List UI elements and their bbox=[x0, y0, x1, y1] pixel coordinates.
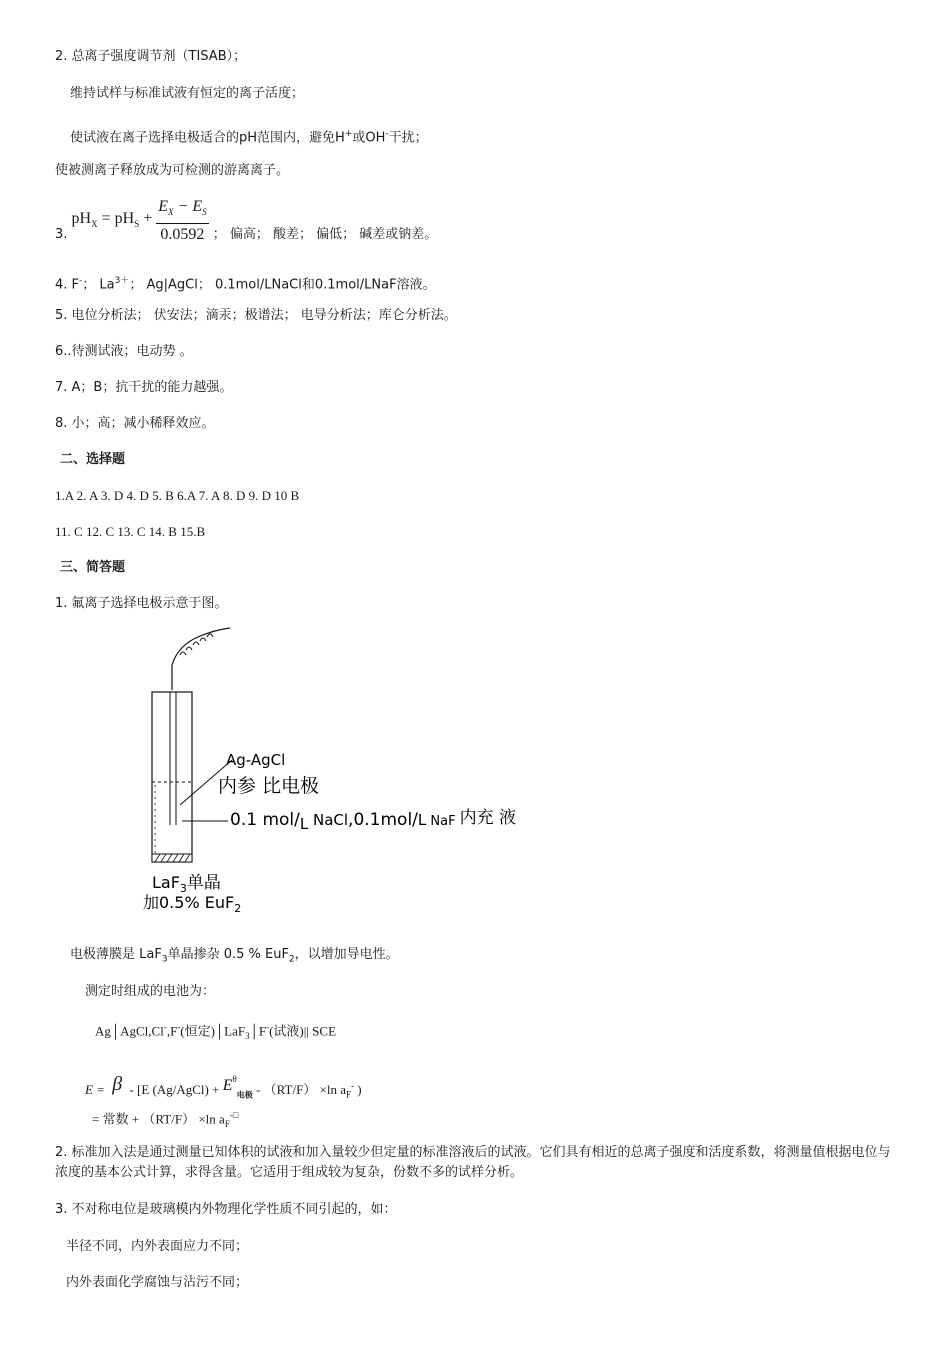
sub: 电极 bbox=[236, 1090, 253, 1100]
label-internal-reference: 内参 比电极 bbox=[218, 775, 320, 797]
answer-6: 6..待测试液；电动势 。 bbox=[55, 344, 193, 359]
sub: S bbox=[134, 218, 140, 229]
question-1-potential-equation bbox=[85, 1066, 362, 1109]
text: 使试液在离子选择电极适合的pH范围内，避免H bbox=[70, 130, 345, 146]
question-2-answer: 2. 标准加入法是通过测量已知体积的试液和加入量较少但定量的标准溶液后的试液。它们具有相近的总离子强度和活度系数，将测量值根据电位与浓度的基本公式计算，求得含量。它适用于组成较为复杂，份数不多的试样分析。 bbox=[55, 1145, 891, 1180]
text: - [E (Ag/AgCl) + bbox=[126, 1082, 223, 1097]
text: ,F bbox=[166, 1023, 178, 1039]
choice-answers-2: 11. C 12. C 13. C 14. B 15.B bbox=[55, 524, 206, 539]
text: 加0.5% EuF bbox=[143, 893, 235, 912]
text: 单晶 bbox=[186, 873, 221, 893]
sub: X bbox=[168, 207, 174, 218]
label-ag-agcl: Ag-AgCl bbox=[226, 751, 286, 769]
text: ,0.1mol/ bbox=[348, 810, 418, 830]
sup: - bbox=[385, 129, 389, 139]
sup: + bbox=[344, 129, 353, 139]
text: 2 bbox=[234, 902, 242, 915]
sup: -□ bbox=[229, 1110, 239, 1120]
text: ； La bbox=[82, 277, 115, 293]
sub: X bbox=[91, 218, 98, 229]
sup: θ bbox=[232, 1074, 237, 1084]
text: 单晶掺杂 0.5 % EuF bbox=[167, 947, 289, 962]
answer-8: 8. 小；高；减小稀释效应。 bbox=[55, 416, 215, 431]
fraction bbox=[156, 196, 208, 246]
question-3-point-1: 半径不同，内外表面应力不同； bbox=[66, 1239, 249, 1254]
numerator bbox=[156, 196, 208, 224]
question-1-cell-notation bbox=[95, 1018, 336, 1045]
text: NaCl bbox=[308, 811, 349, 829]
item-number: 3. bbox=[55, 227, 68, 243]
sub: 3 bbox=[245, 1030, 250, 1041]
text: 0.1 mol/ bbox=[230, 810, 300, 830]
text: = pH bbox=[97, 209, 135, 227]
label-euf2-dopant bbox=[143, 893, 241, 915]
text: - （RT/F） ×ln a bbox=[252, 1082, 347, 1097]
text: 内充 液 bbox=[459, 808, 516, 828]
text: 干扰； bbox=[388, 130, 428, 146]
sup: - bbox=[163, 1022, 167, 1032]
answer-2-title: 2. 总离子强度调节剂（TISAB）； bbox=[55, 49, 247, 64]
sub: 2 bbox=[288, 954, 295, 965]
fluoride-electrode-diagram bbox=[0, 620, 600, 920]
text: pH bbox=[71, 209, 92, 227]
text: − E bbox=[173, 198, 203, 215]
label-laf3-crystal bbox=[152, 873, 221, 895]
label-filling-solution bbox=[230, 808, 516, 833]
question-3-title: 3. 不对称电位是玻璃模内外物理化学性质不同引起的，如： bbox=[55, 1202, 397, 1217]
text: ； Ag|AgCl； 0.1mol/LNaCl和0.1mol/LNaF溶液。 bbox=[129, 277, 436, 293]
section-choice-title: 二、选择题 bbox=[60, 452, 126, 467]
text: (试液)|| SCE bbox=[269, 1023, 337, 1039]
electrode-body bbox=[152, 692, 192, 862]
question-1-title: 1. 氟离子选择电极示意于图。 bbox=[55, 596, 228, 611]
question-3-point-2: 内外表面化学腐蚀与沾污不同； bbox=[66, 1275, 249, 1290]
answer-4 bbox=[55, 272, 436, 294]
text: E bbox=[158, 198, 169, 215]
sub: S bbox=[202, 207, 207, 218]
text: ，以增加导电性。 bbox=[294, 947, 399, 962]
text: + bbox=[139, 209, 157, 227]
ph-formula bbox=[72, 210, 157, 227]
text: 电极薄膜是 LaF bbox=[70, 947, 162, 962]
text: = 常数 + （RT/F） ×ln a bbox=[92, 1111, 225, 1127]
sub: F bbox=[346, 1089, 352, 1100]
text: L bbox=[299, 815, 309, 833]
answer-2-line-1: 维持试样与标准试液有恒定的离子活度； bbox=[70, 86, 305, 101]
text: Ag│AgCl,Cl bbox=[95, 1023, 164, 1039]
sup: 3＋ bbox=[114, 276, 130, 286]
text: NaF bbox=[426, 814, 456, 829]
text: LaF bbox=[152, 873, 180, 892]
answer-2-line-3: 使被测离子释放成为可检测的游离离子。 bbox=[55, 163, 290, 178]
question-1-result bbox=[92, 1106, 238, 1133]
text: E bbox=[222, 1077, 233, 1094]
choice-answers-1: 1.A 2. A 3. D 4. D 5. B 6.A 7. A 8. D 9. D 10 B bbox=[55, 488, 300, 503]
text: L bbox=[417, 811, 427, 829]
answer-7: 7. A；B；抗干扰的能力越强。 bbox=[55, 380, 233, 395]
text: E = bbox=[85, 1082, 109, 1097]
answer-3-text: ； 偏高； 酸差； 偏低； 碱差或钠差。 bbox=[212, 227, 438, 243]
text: ) bbox=[354, 1082, 362, 1097]
text: 或OH bbox=[352, 130, 386, 146]
question-1-membrane bbox=[70, 946, 399, 969]
section-short-answer-title: 三、简答题 bbox=[60, 560, 126, 575]
text: (恒定)│LaF bbox=[180, 1023, 246, 1039]
sup: - bbox=[177, 1022, 181, 1032]
sub: 3 bbox=[161, 954, 168, 965]
answer-3-formula-line bbox=[55, 196, 437, 246]
electrode-wire bbox=[172, 628, 230, 690]
answer-2-line-2 bbox=[70, 125, 428, 147]
sup: - bbox=[266, 1022, 270, 1032]
text: 3 bbox=[179, 882, 187, 895]
sub: F bbox=[224, 1118, 230, 1129]
answer-5: 5. 电位分析法； 伏安法；滴汞；极谱法； 电导分析法；库仑分析法。 bbox=[55, 308, 457, 323]
denominator: 0.0592 bbox=[160, 226, 205, 244]
sup: - bbox=[351, 1080, 355, 1091]
text: │F bbox=[249, 1023, 267, 1039]
sup: - bbox=[79, 276, 83, 286]
beta-symbol: β bbox=[112, 1073, 123, 1095]
question-1-cell-intro: 测定时组成的电池为： bbox=[85, 984, 216, 999]
text: 4. F bbox=[55, 277, 80, 293]
